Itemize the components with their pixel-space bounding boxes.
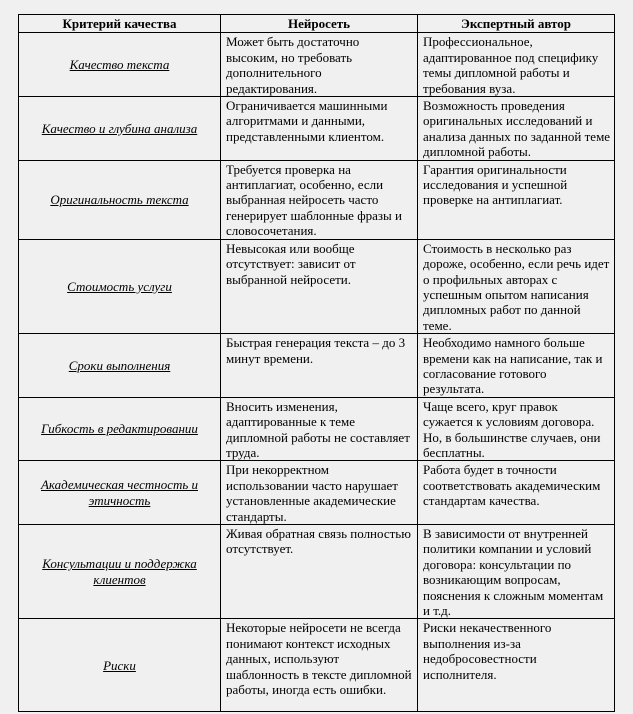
expert-cell: Риски некачественного выполнения из-за недобросовестности исполнителя. [418,619,615,712]
header-expert: Экспертный автор [418,15,615,33]
table-row [19,239,615,333]
criterion-cell: Качество и глубина анализа [19,97,221,161]
expert-cell: Необходимо намного больше времени как на написание, так и согласование готового результата. [418,334,615,398]
expert-cell: Чаще всего, круг правок сужается к условиям договора. Но, в большинстве случаев, они бесплатны. [418,397,615,461]
neural-cell: Ограничивается машинными алгоритмами и данными, представленными клиентом. [221,97,418,161]
table-row [19,334,615,398]
neural-cell: Быстрая генерация текста – до 3 минут времени. [221,334,418,398]
expert-cell: Гарантия оригинальности исследования и успешной проверке на антиплагиат. [418,160,615,239]
comparison-table [18,14,615,712]
neural-cell: Может быть достаточно высоким, но требовать дополнительного редактирования. [221,33,418,97]
table-row [19,619,615,712]
table-row [19,397,615,461]
expert-cell: Возможность проведения оригинальных исследований и анализа данных по заданной теме дипломной работы. [418,97,615,161]
expert-cell: В зависимости от внутренней политики компании и условий договора: консультации по возникающим вопросам, пояснения к сложным моментам и т.д. [418,525,615,619]
criterion-cell: Академическая честность и этичность [19,461,221,525]
table-row [19,461,615,525]
table-row [19,33,615,97]
neural-cell: Живая обратная связь полностью отсутствует. [221,525,418,619]
criterion-cell: Качество текста [19,33,221,97]
criterion-cell: Риски [19,619,221,712]
expert-cell: Профессиональное, адаптированное под специфику темы дипломной работы и требования вуза. [418,33,615,97]
table-header-row [19,15,615,33]
criterion-cell: Оригинальность текста [19,160,221,239]
table-row [19,525,615,619]
neural-cell: При некорректном использовании часто нарушает установленные академические стандарты. [221,461,418,525]
neural-cell: Вносить изменения, адаптированные к теме дипломной работы не составляет труда. [221,397,418,461]
expert-cell: Стоимость в несколько раз дороже, особенно, если речь идет о профильных авторах с успешным опытом написания дипломных работ по данной теме. [418,239,615,333]
table-row [19,160,615,239]
neural-cell: Требуется проверка на антиплагиат, особенно, если выбранная нейросеть часто генерирует шаблонные фразы и словосочетания. [221,160,418,239]
criterion-cell: Стоимость услуги [19,239,221,333]
table-row [19,97,615,161]
neural-cell: Невысокая или вообще отсутствует: зависит от выбранной нейросети. [221,239,418,333]
criterion-cell: Консультации и поддержка клиентов [19,525,221,619]
criterion-cell: Гибкость в редактировании [19,397,221,461]
header-criterion: Критерий качества [19,15,221,33]
neural-cell: Некоторые нейросети не всегда понимают контекст исходных данных, используют шаблонность в тексте дипломной работы, иногда есть ошибки. [221,619,418,712]
criterion-cell: Сроки выполнения [19,334,221,398]
expert-cell: Работа будет в точности соответствовать академическим стандартам качества. [418,461,615,525]
header-neural: Нейросеть [221,15,418,33]
